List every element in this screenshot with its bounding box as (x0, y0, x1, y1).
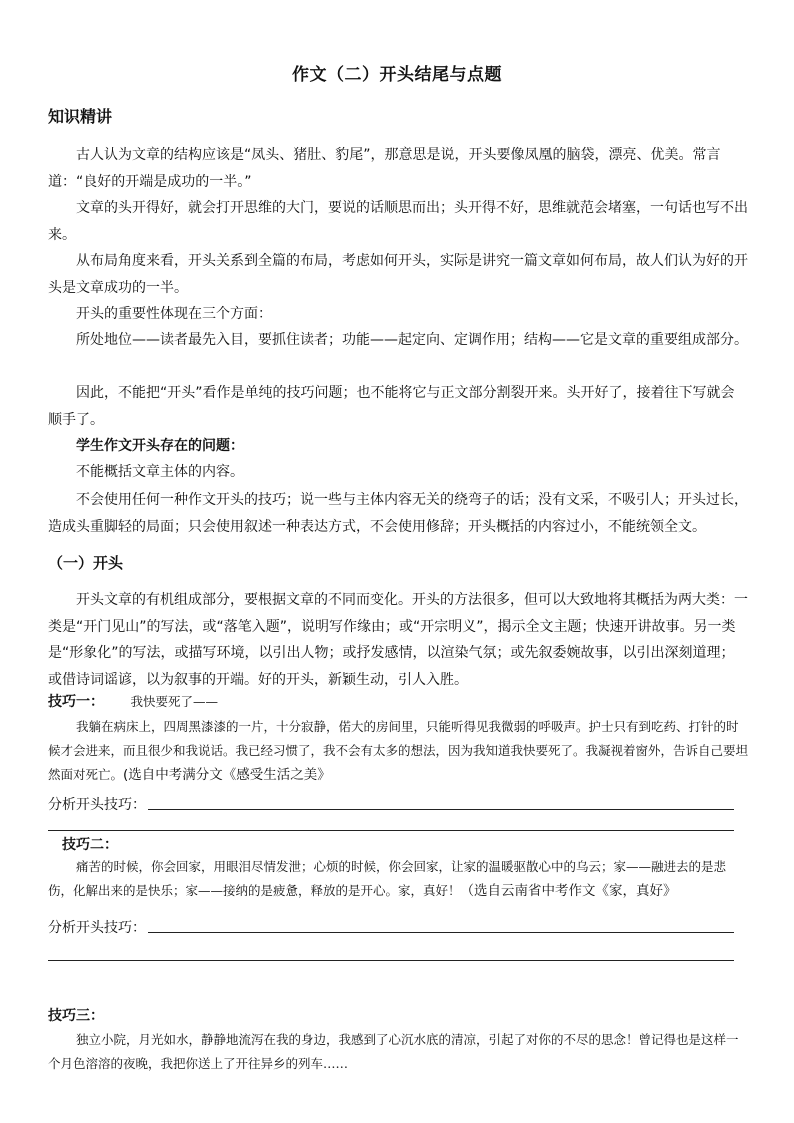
skill2-label: 技巧二： (62, 837, 118, 853)
section-heading-knowledge: 知识精讲 (48, 107, 113, 126)
skill2-analysis-label: 分析开头技巧： (48, 920, 146, 936)
paragraph-three-aspects: 开头的重要性体现在三个方面： (76, 306, 272, 322)
problem-heading: 学生作文开头存在的问题： (76, 438, 244, 454)
paragraph-problem-1: 不能概括文章主体的内容。 (76, 464, 244, 480)
skill1-excerpt (48, 715, 748, 787)
page-title: 作文（二）开头结尾与点题 (292, 65, 502, 85)
skill2-answer-line-2[interactable] (48, 960, 734, 961)
paragraph-conclusion: 因此，不能把“开头”看作是单纯的技巧问题；也不能将它与正文部分割裂开来。头开好了，接着往下写就会顺手了。 (48, 385, 735, 428)
paragraph-good-opening: 文章的头开得好，就会打开思维的大门，要说的话顺思而出；头开得不好，思维就范会堵塞，一句话也写不出来。 (48, 200, 748, 243)
skill1-label: 技巧一： (48, 694, 104, 710)
paragraph-opening-methods: 开头文章的有机组成部分，要根据文章的不同而变化。开头的方法很多，但可以大致地将其概括为两大类：一类是“开门见山”的写法，或“落笔入题”，说明写作缘由；或“开宗明义”，揭示全文主题；快速开讲故事。另一类是“形象化”的写法，或描写环境，以引出人物；或抒发感情，以渲染气氛；或先叙委婉故事，以引出深刻道理；或借诗词谣谚，以为叙事的开端。好的开头，新颖生动，引人入胜。 (48, 592, 748, 688)
skill1-text: 我躺在病床上，四周黑漆漆的一片，十分寂静，偌大的房间里，只能听得见我微弱的呼吸声。护士只有到吃药、打针的时候才会进来，而且很少和我说话。我已经习惯了，我不会有太多的想法，因为我知道我快要死了。我凝视着窗外，告诉自己要坦然面对死亡。 (48, 719, 749, 782)
section-heading-opening: （一）开头 (48, 554, 124, 572)
skill1-analysis-label: 分析开头技巧： (48, 797, 146, 813)
skill2-text: 痛苦的时候，你会回家，用眼泪尽情发泄；心烦的时候，你会回家，让家的温暖驱散心中的乌云；家——融进去的是悲伤，化解出来的是快乐；家——接纳的是疲惫，释放的是开心。家，真好！ (48, 859, 727, 898)
skill2-excerpt (48, 855, 748, 903)
paragraph-problem-2: 不会使用任何一种作文开头的技巧；说一些与主体内容无关的绕弯子的话；没有文采，不吸引人；开头过长，造成头重脚轻的局面；只会使用叙述一种表达方式，不会使用修辞；开头概括的内容过小，不能统领全文。 (48, 492, 748, 535)
skill1-answer-line-2[interactable] (48, 830, 734, 831)
skill1-source: (选自中考满分文《感受生活之美》 (123, 767, 331, 783)
skill2-source: （选自云南省中考作文《家，真好》 (460, 883, 677, 899)
skill1-first-line: 我快要死了—— (130, 694, 218, 709)
skill3-label: 技巧三： (48, 1008, 104, 1024)
paragraph-aspects-detail: 所处地位——读者最先入目，要抓住读者；功能——起定向、定调作用；结构——它是文章的重要组成部分。 (76, 332, 748, 348)
skill2-answer-line-1[interactable] (148, 932, 734, 933)
skill1-header (48, 692, 218, 712)
skill3-excerpt: 独立小院，月光如水，静静地流泻在我的身边，我感到了心沉水底的清凉，引起了对你的不尽的思念！曾记得也是这样一个月色溶溶的夜晚，我把你送上了开往异乡的列车…… (48, 1032, 739, 1071)
paragraph-layout: 从布局角度来看，开头关系到全篇的布局，考虑如何开头，实际是讲究一篇文章如何布局，故人们认为好的开头是文章成功的一半。 (48, 253, 748, 296)
skill1-answer-line-1[interactable] (148, 809, 734, 810)
paragraph-intro: 古人认为文章的结构应该是“凤头、猪肚、豹尾”，那意思是说，开头要像凤凰的脑袋，漂亮、优美。常言道：“良好的开端是成功的一半。” (48, 147, 721, 190)
